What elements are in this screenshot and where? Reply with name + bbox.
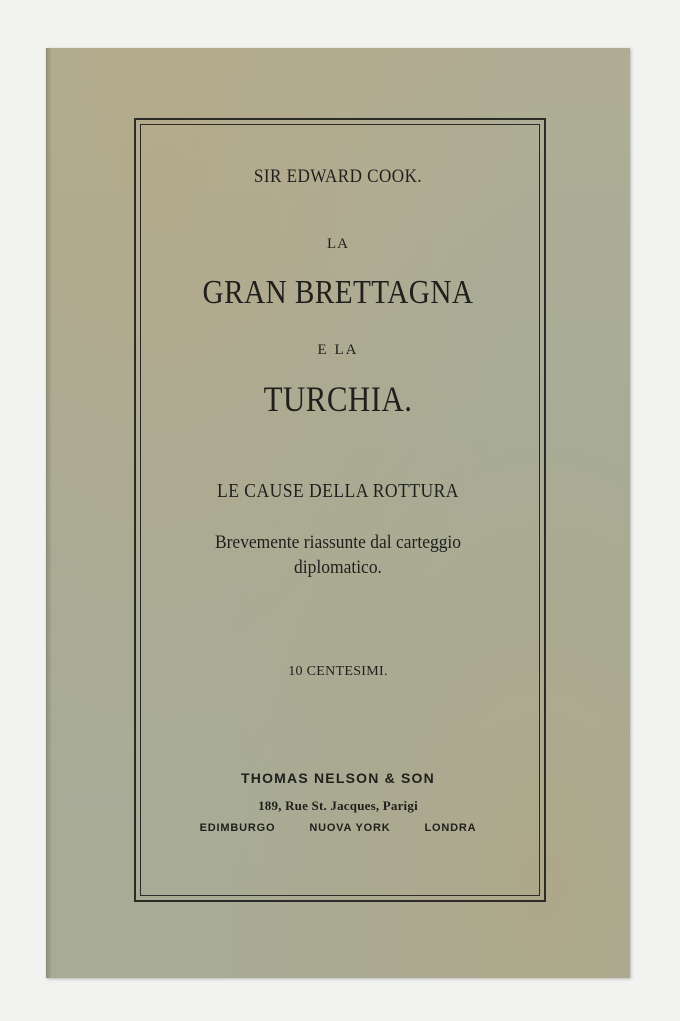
pamphlet-cover xyxy=(46,48,630,978)
title-sub: TURCHIA. xyxy=(263,379,413,419)
publisher-cities xyxy=(46,822,630,834)
title-conjunction: E LA xyxy=(317,342,359,358)
city-london: LONDRA xyxy=(424,822,477,834)
subtitle: LE CAUSE DELLA ROTTURA xyxy=(217,480,459,502)
author-name: SIR EDWARD COOK. xyxy=(253,166,423,187)
publisher-name: THOMAS NELSON & SON xyxy=(241,770,435,786)
title-main: GRAN BRETTAGNA xyxy=(202,274,474,311)
title-article: LA xyxy=(327,236,349,252)
description-line-1: Brevemente riassunte dal carteggio xyxy=(214,532,462,553)
price-label: 10 CENTESIMI. xyxy=(288,664,388,679)
publisher-address: 189, Rue St. Jacques, Parigi xyxy=(258,798,418,813)
city-edinburgh: EDIMBURGO xyxy=(199,822,276,834)
city-new-york: NUOVA YORK xyxy=(309,822,391,834)
description-line-2: diplomatico. xyxy=(294,557,382,578)
